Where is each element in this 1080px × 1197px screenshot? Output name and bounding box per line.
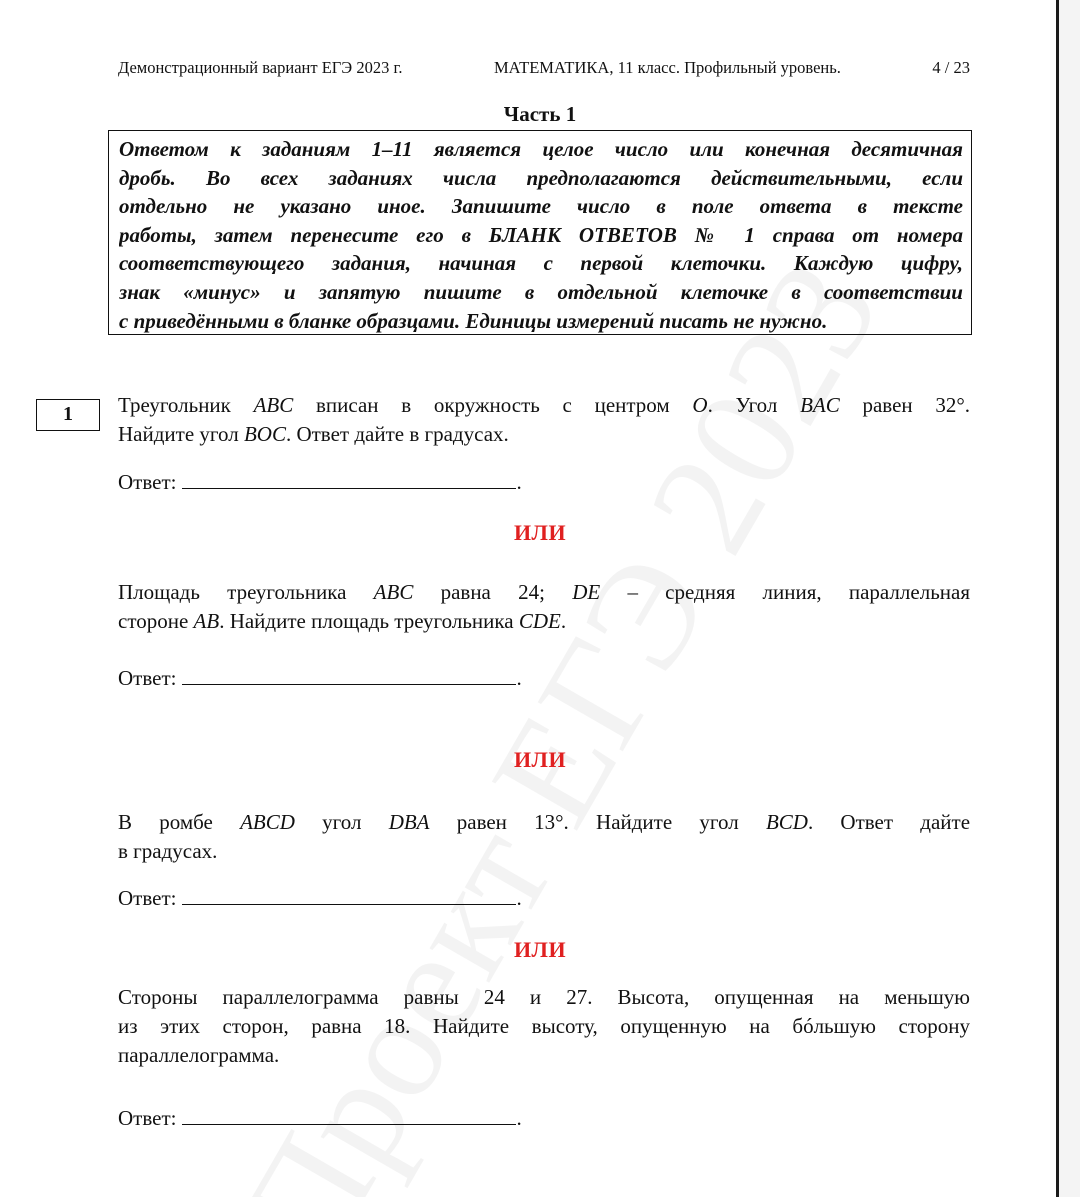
problem-line: стороне AB. Найдите площадь треугольника CDE. xyxy=(118,609,567,633)
answer-field-4[interactable]: Ответ: . xyxy=(118,1102,522,1131)
or-separator: ИЛИ xyxy=(513,747,567,772)
problem-line: Стороны параллелограмма равны 24 и 27. Высота, опущенная на меньшую xyxy=(118,985,970,1009)
problem-line: в градусах. xyxy=(118,839,218,863)
instruction-line: отдельно не указано иное. Запишите число в поле ответа в тексте xyxy=(119,194,963,219)
instruction-line: работы, затем перенесите его в БЛАНК ОТВЕТОВ № 1 справа от номера xyxy=(119,222,963,247)
problem-3 xyxy=(118,808,970,866)
part-title: Часть 1 xyxy=(503,102,577,126)
instruction-line: дробь. Во всех заданиях числа предполагаются действительными, если xyxy=(119,165,963,190)
problem-line: из этих сторон, равна 18. Найдите высоту, опущенную на бóльшую сторону xyxy=(118,1014,970,1038)
answer-label: Ответ: xyxy=(118,470,177,494)
problem-1 xyxy=(118,391,970,449)
problem-4 xyxy=(118,983,970,1070)
header-exam-variant: Демонстрационный вариант ЕГЭ 2023 г. xyxy=(118,58,403,77)
answer-label: Ответ: xyxy=(118,886,177,910)
instructions-box xyxy=(108,130,972,335)
problem-line: Треугольник ABC вписан в окружность с центром O. Угол BAC равен 32°. xyxy=(118,393,971,417)
answer-blank[interactable] xyxy=(182,882,516,905)
problem-line: В ромбе ABCD угол DBA равен 13°. Найдите угол BCD. Ответ дайте xyxy=(118,810,971,834)
instruction-line: Ответом к заданиям 1–11 является целое число или конечная десятичная xyxy=(119,137,963,161)
task-number-box: 1 xyxy=(36,399,100,431)
page-margin xyxy=(1059,0,1080,1197)
problem-line: Площадь треугольника ABC равна 24; DE – средняя линия, параллельная xyxy=(118,580,970,604)
answer-blank[interactable] xyxy=(182,1102,516,1125)
answer-blank[interactable] xyxy=(182,662,516,685)
problem-line: параллелограмма. xyxy=(118,1043,280,1067)
or-separator: ИЛИ xyxy=(513,937,567,962)
answer-label: Ответ: xyxy=(118,1106,177,1130)
answer-field-2[interactable]: Ответ: . xyxy=(118,662,522,691)
instruction-line: с приведёнными в бланке образцами. Единицы измерений писать не нужно. xyxy=(119,308,828,333)
header-page-number: 4 / 23 xyxy=(932,58,970,77)
or-separator: ИЛИ xyxy=(513,520,567,545)
answer-field-1[interactable]: Ответ: . xyxy=(118,466,522,495)
instruction-line: знак «минус» и запятую пишите в отдельной клеточке в соответствии xyxy=(119,279,963,304)
page-header xyxy=(118,58,970,82)
answer-label: Ответ: xyxy=(118,666,177,690)
problem-line: Найдите угол BOC. Ответ дайте в градусах. xyxy=(118,422,509,446)
header-subject: МАТЕМАТИКА, 11 класс. Профильный уровень. xyxy=(494,58,841,77)
answer-blank[interactable] xyxy=(182,466,516,489)
problem-2 xyxy=(118,578,970,636)
instruction-line: соответствующего задания, начиная с первой клеточки. Каждую цифру, xyxy=(119,251,963,276)
answer-field-3[interactable]: Ответ: . xyxy=(118,882,522,911)
